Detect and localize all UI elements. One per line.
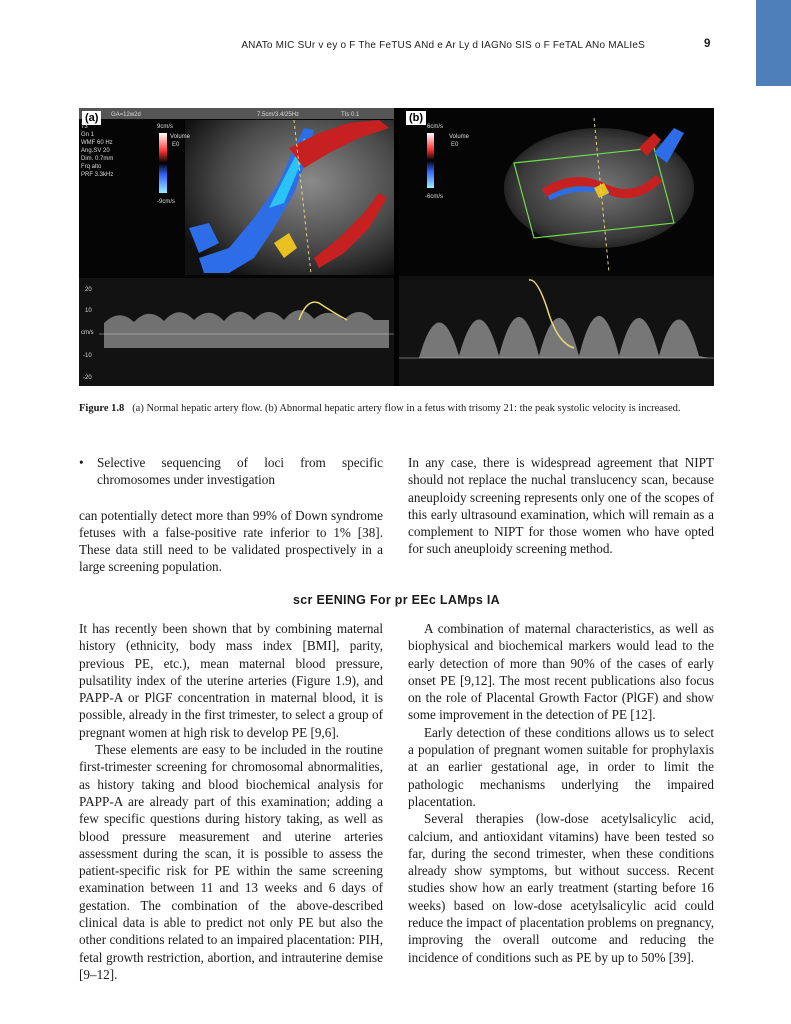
- paragraph: In any case, there is widespread agreement that NIPT should not replace the nuchal translucency scan, because aneuploidy screening represents only one of the scopes of this early ultrasound examination, which will remain as a complement to NIPT for those women who have opted for such aneuploidy screening method.: [408, 455, 714, 557]
- panel-a-overlay-text: [79, 108, 394, 386]
- right-column-bottom: [408, 620, 714, 966]
- setting-line: Dim. 0.7mm: [81, 156, 114, 162]
- page-number: 9: [704, 38, 711, 50]
- ultrasound-panel-a: [79, 108, 394, 386]
- left-column-bottom: [79, 620, 383, 983]
- scale-bottom: -9cm/s: [157, 199, 175, 205]
- setting-line: PRF 3.3kHz: [81, 172, 114, 178]
- ultrasound-panel-b: [399, 108, 714, 386]
- setting-line: Frq alto: [81, 164, 102, 170]
- paragraph: It has recently been shown that by combining maternal history (ethnicity, body mass index [BMI], parity, previous PE, etc.), mean maternal blood pressure, pulsatility index of the uterine arteries (Figure 1.9), and PAPP-A or PlGF concentration in maternal blood, it is possible, already in the first trimester, to select a group of pregnant women at high risk to develop PE [9,6].: [79, 621, 383, 740]
- panel-b-overlay-text: [399, 108, 714, 386]
- paragraph: Early detection of these conditions allows us to select a population of pregnant women suitable for prophylaxis at an earlier gestational age, in order to limit the pathologic mechanisms underlying the impaired placentation.: [408, 724, 714, 809]
- scale-bottom: -6cm/s: [425, 194, 443, 200]
- chapter-tab: [756, 0, 791, 86]
- setting-line: WMF 60 Hz: [81, 140, 113, 146]
- panel-a-label: (a): [82, 111, 101, 125]
- section-heading: scr EENING For pr EEc LAMps IA: [293, 593, 500, 607]
- bullet-item: [79, 454, 383, 489]
- scale-top: 6cm/s: [427, 124, 444, 130]
- setting-line: Gn 1: [81, 132, 95, 138]
- paragraph: Several therapies (low-dose acetylsalicylic acid, calcium, and antioxidant vitamins) have been tested so far, during the second trimester, when these conditions already show symptoms, but without success. Recent studies show how an early treatment (starting before 16 weeks) based on low-dose acetylsalicylic acid could reduce the impact of placentation problems on pregnancy, improving the overall outcome and reducing the incidence of conditions such as PE by up to 50% [39].: [408, 811, 714, 965]
- right-column-top: [408, 454, 714, 558]
- paragraph: can potentially detect more than 99% of Down syndrome fetuses with a false-positive rate inferior to 1% [38]. These data still need to be validated prospectively in a large screening population.: [79, 507, 383, 575]
- setting-line: 73: [81, 124, 88, 130]
- bullet-text: Selective sequencing of loci from specific chromosomes under investigation: [97, 455, 383, 488]
- axis-tick: -10: [83, 353, 92, 359]
- running-head: ANATo MIC SUr v ey o F The FeTUS ANd e Ar Ly d IAGNo SIS o F FeTAL ANo MALIeS: [241, 40, 645, 51]
- figure-caption: [79, 402, 714, 415]
- panel-b-label: (b): [406, 111, 426, 125]
- volume-value: E0: [451, 142, 459, 148]
- caption-text: (a) Normal hepatic artery flow. (b) Abnormal hepatic artery flow in a fetus with trisomy 21: the peak systolic velocity is increased.: [132, 403, 681, 414]
- left-column-top: [79, 454, 383, 576]
- scale-top: 9cm/s: [157, 124, 174, 130]
- paragraph: A combination of maternal characteristics, as well as biophysical and biochemical markers would lead to the early detection of more than 90% of the cases of early onset PE [9,12]. The most recent publications also focus on the role of Placental Growth Factor (PlGF) and show some improvement in the detection of PE [12].: [408, 621, 714, 723]
- setting-line: Ang.SV 20: [81, 148, 110, 154]
- caption-label: Figure 1.8: [79, 403, 125, 414]
- volume-label: Volume: [449, 134, 470, 140]
- volume-value: E0: [172, 142, 180, 148]
- tis-readout: TIs 0.1: [341, 112, 360, 118]
- axis-tick: 20: [85, 287, 92, 293]
- axis-tick: -20: [83, 375, 92, 381]
- axis-tick: 10: [85, 308, 92, 314]
- paragraph: These elements are easy to be included in the routine first-trimester screening for chromosomal abnormalities, as history taking and blood biochemical analysis for PAPP-A are already part of this examination; adding a few specific questions during history taking, as well as blood pressure measurement and uterine arteries assessment during the scan, it is possible to assess the patient-specific risk for PE within the same screening examination between 11 and 13 weeks and 6 days of gestation. The combination of the above-described clinical data is able to predict not only PE but also the other conditions related to an impaired placentation: PIH, fetal growth restriction, abortion, and intrauterine demise [9–12].: [79, 742, 383, 982]
- volume-label: Volume: [170, 134, 191, 140]
- axis-unit: cm/s: [81, 330, 94, 336]
- bullet-icon: •: [79, 455, 84, 470]
- figure-1-8: [79, 108, 714, 386]
- ga-readout: GA=12w2d: [111, 112, 141, 118]
- depth-readout: 7.5cm/3.4/25Hz: [257, 112, 300, 118]
